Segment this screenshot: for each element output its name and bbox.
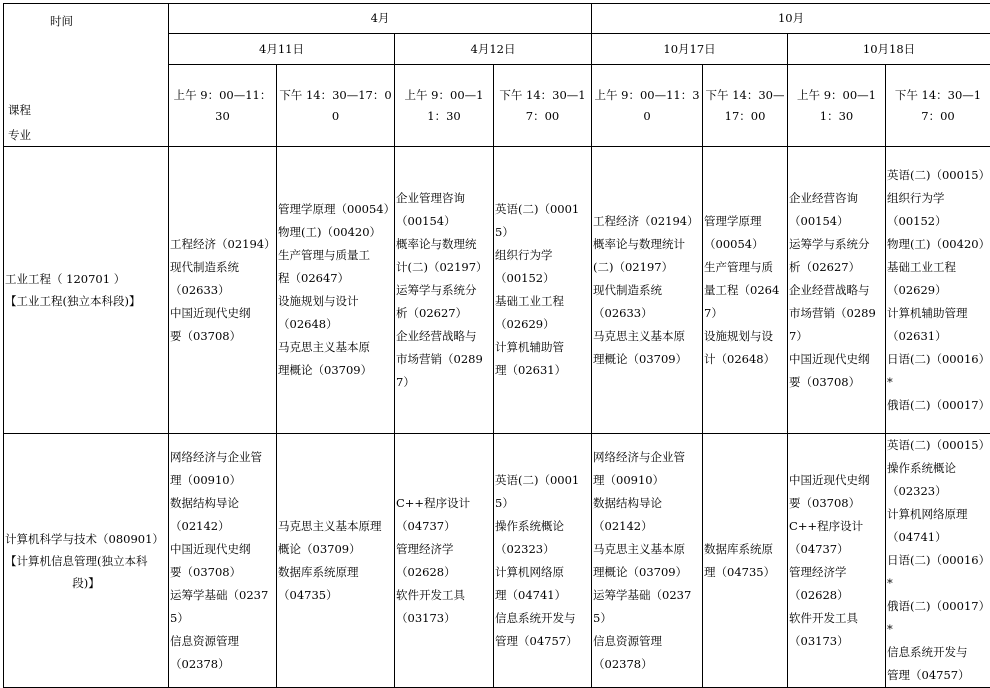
header-row-months [4, 4, 990, 34]
course-cell [169, 434, 277, 688]
date-header: 10月18日 [788, 34, 990, 65]
exam-schedule-table [3, 3, 990, 688]
course-cell [277, 434, 395, 688]
course-line: 中国近现代史纲 [170, 302, 275, 325]
major-name-cell [4, 147, 169, 434]
major-name-line: 段)】 [5, 572, 167, 594]
course-line: （04735） [278, 584, 393, 607]
course-line: 要（03708） [170, 325, 275, 348]
course-line: 计算机辅助管理 [887, 302, 989, 325]
course-line: 网络经济与企业管 [593, 446, 701, 469]
course-line: 马克思主义基本原理 [278, 515, 393, 538]
course-line: 计算机辅助管 [495, 336, 590, 359]
course-line: 理（00910） [593, 469, 701, 492]
course-line: 操作系统概论 [495, 515, 590, 538]
course-line: 俄语(二)（00017） [887, 595, 989, 618]
course-line: （02378） [170, 653, 275, 676]
course-line: * [887, 572, 989, 595]
course-line: 数据结构导论 [170, 492, 275, 515]
course-line: 量工程（02647） [704, 279, 786, 325]
course-line: 马克思主义基本原 [593, 538, 701, 561]
course-cell [494, 147, 592, 434]
course-line: （04737） [789, 538, 884, 561]
course-cell [395, 434, 494, 688]
corner-header-cell [4, 4, 169, 147]
course-line: 运筹学基础（02375） [170, 584, 275, 630]
course-line: 理概论（03709） [593, 561, 701, 584]
course-line: 组织行为学 [887, 187, 989, 210]
course-line: 运筹学基础（02375） [593, 584, 701, 630]
course-line: 组织行为学 [495, 244, 590, 267]
course-line: 要（03708） [789, 371, 884, 394]
course-line: 物理(工)（00420） [887, 233, 989, 256]
course-cell [395, 147, 494, 434]
course-line: (二)（02197） [593, 256, 701, 279]
course-line: （02629） [887, 279, 989, 302]
course-line: 企业管理咨询 [396, 187, 492, 210]
course-line: 计算机网络原 [495, 561, 590, 584]
course-line: * [887, 618, 989, 641]
course-line: 管理经济学 [789, 561, 884, 584]
time-slot-header: 下午 14：30—17：00 [886, 65, 990, 147]
course-line: 管理学原理（00054） [278, 198, 393, 221]
date-header: 4月11日 [169, 34, 395, 65]
date-header: 4月12日 [395, 34, 592, 65]
course-line: （00054） [704, 233, 786, 256]
course-line: 程（02647） [278, 267, 393, 290]
course-line: 理（04741） [495, 584, 590, 607]
course-cell [703, 147, 788, 434]
course-line: （00154） [789, 210, 884, 233]
course-cell [886, 434, 990, 688]
course-line: （02628） [789, 584, 884, 607]
course-line: 信息资源管理 [593, 630, 701, 653]
time-slot-header: 上午 9：00—11：30 [169, 65, 277, 147]
major-row-computer-science [4, 434, 990, 688]
course-cell [703, 434, 788, 688]
course-line: 计算机网络原理 [887, 503, 989, 526]
course-line: 日语(二)（00016） [887, 348, 989, 371]
course-line: 工程经济（02194） [593, 210, 701, 233]
time-slot-header: 下午 14：30—17：00 [703, 65, 788, 147]
course-line: 工程经济（02194） [170, 233, 275, 256]
course-line: 要（03708） [170, 561, 275, 584]
course-line: 运筹学与系统分 [396, 279, 492, 302]
course-line: 现代制造系统 [593, 279, 701, 302]
course-line: 信息资源管理 [170, 630, 275, 653]
course-cell [886, 147, 990, 434]
course-line: 概论（03709） [278, 538, 393, 561]
course-line: （03173） [789, 630, 884, 653]
course-line: 中国近现代史纲 [789, 469, 884, 492]
course-line: 基础工业工程 [495, 290, 590, 313]
major-name-line: 计算机科学与技术（080901） [5, 528, 167, 550]
major-name-line: 工业工程（ 120701 ） [5, 268, 167, 290]
course-line: 管理（04757） [887, 664, 989, 687]
course-line: （02648） [278, 313, 393, 336]
course-line: 马克思主义基本原 [278, 336, 393, 359]
course-line: 数据库系统原理 [278, 561, 393, 584]
course-line: 理概论（03709） [278, 359, 393, 382]
course-line: 网络经济与企业管 [170, 446, 275, 469]
course-line: 企业经营战略与 [789, 279, 884, 302]
course-line: 数据结构导论 [593, 492, 701, 515]
course-line: 企业经营咨询 [789, 187, 884, 210]
course-line: （00152） [495, 267, 590, 290]
course-line: 英语(二)（00015） [887, 434, 989, 457]
course-line: （02378） [593, 653, 701, 676]
course-line: 英语(二)（00015） [887, 164, 989, 187]
course-line: （02323） [887, 480, 989, 503]
course-line: 数据库系统原 [704, 538, 786, 561]
course-line: 运筹学与系统分 [789, 233, 884, 256]
course-line: * [887, 371, 989, 394]
month-header-april: 4月 [169, 4, 592, 34]
course-line: 日语(二)（00016） [887, 549, 989, 572]
course-line: 马克思主义基本原 [593, 325, 701, 348]
course-line: （04741） [887, 526, 989, 549]
course-line: 理（00910） [170, 469, 275, 492]
course-line: 市场营销（02897） [789, 302, 884, 348]
course-cell [788, 434, 886, 688]
course-line: 英语(二)（00015） [495, 469, 590, 515]
course-line: 软件开发工具 [396, 584, 492, 607]
course-line: 设施规划与设计 [278, 290, 393, 313]
course-line: C++程序设计 [396, 492, 492, 515]
course-line: 软件开发工具 [789, 607, 884, 630]
course-line: 物理(工)（00420） [278, 221, 393, 244]
course-line: 概率论与数理统计 [593, 233, 701, 256]
course-line: 析（02627） [396, 302, 492, 325]
course-line: 管理学原理 [704, 210, 786, 233]
time-slot-header: 下午 14：30—17：00 [277, 65, 395, 147]
course-line: 理（04735） [704, 561, 786, 584]
course-line: （04737） [396, 515, 492, 538]
course-line: 设施规划与设 [704, 325, 786, 348]
course-line: 理（02631） [495, 359, 590, 382]
course-line: （00154） [396, 210, 492, 233]
course-line: （02142） [170, 515, 275, 538]
course-line: 俄语(二)（00017） [887, 394, 989, 417]
course-line: 生产管理与质 [704, 256, 786, 279]
course-line: 信息系统开发与 [495, 607, 590, 630]
time-slot-header: 下午 14：30—17：00 [494, 65, 592, 147]
course-line: （02633） [593, 302, 701, 325]
corner-label-time: 时间 [50, 14, 73, 28]
major-name-line: 【计算机信息管理(独立本科 [5, 550, 167, 572]
course-cell [169, 147, 277, 434]
course-line: 中国近现代史纲 [170, 538, 275, 561]
course-line: 生产管理与质量工 [278, 244, 393, 267]
course-line: 要（03708） [789, 492, 884, 515]
course-line: （02323） [495, 538, 590, 561]
course-line: 信息系统开发与 [887, 641, 989, 664]
course-line: （00152） [887, 210, 989, 233]
course-line: 中国近现代史纲 [789, 348, 884, 371]
major-row-industrial-engineering [4, 147, 990, 434]
course-line: （02629） [495, 313, 590, 336]
course-line: 现代制造系统 [170, 256, 275, 279]
course-line: 基础工业工程 [887, 256, 989, 279]
course-line: （02631） [887, 325, 989, 348]
course-line: 计(二)（02197） [396, 256, 492, 279]
course-line: 概率论与数理统 [396, 233, 492, 256]
course-line: 析（02627） [789, 256, 884, 279]
course-cell [788, 147, 886, 434]
course-line: 计（02648） [704, 348, 786, 371]
course-line: 管理经济学 [396, 538, 492, 561]
course-line: 理概论（03709） [593, 348, 701, 371]
course-cell [592, 434, 703, 688]
time-slot-header: 上午 9：00—11：30 [395, 65, 494, 147]
course-line: 管理（04757） [495, 630, 590, 653]
course-line: （02633） [170, 279, 275, 302]
date-header: 10月17日 [592, 34, 788, 65]
course-cell [592, 147, 703, 434]
course-line: 市场营销（02897） [396, 348, 492, 394]
corner-label-course: 课程 [8, 103, 31, 117]
major-name-cell [4, 434, 169, 688]
major-name-line: 【工业工程(独立本科段)】 [5, 290, 167, 312]
course-line: C++程序设计 [789, 515, 884, 538]
corner-label-major: 专业 [8, 128, 31, 142]
course-line: 企业经营战略与 [396, 325, 492, 348]
time-slot-header: 上午 9：00—11：30 [788, 65, 886, 147]
month-header-october: 10月 [592, 4, 990, 34]
course-line: （03173） [396, 607, 492, 630]
course-cell [494, 434, 592, 688]
course-cell [277, 147, 395, 434]
course-line: （02628） [396, 561, 492, 584]
time-slot-header: 上午 9：00—11：30 [592, 65, 703, 147]
course-line: 英语(二)（00015） [495, 198, 590, 244]
course-line: 操作系统概论 [887, 457, 989, 480]
course-line: （02142） [593, 515, 701, 538]
